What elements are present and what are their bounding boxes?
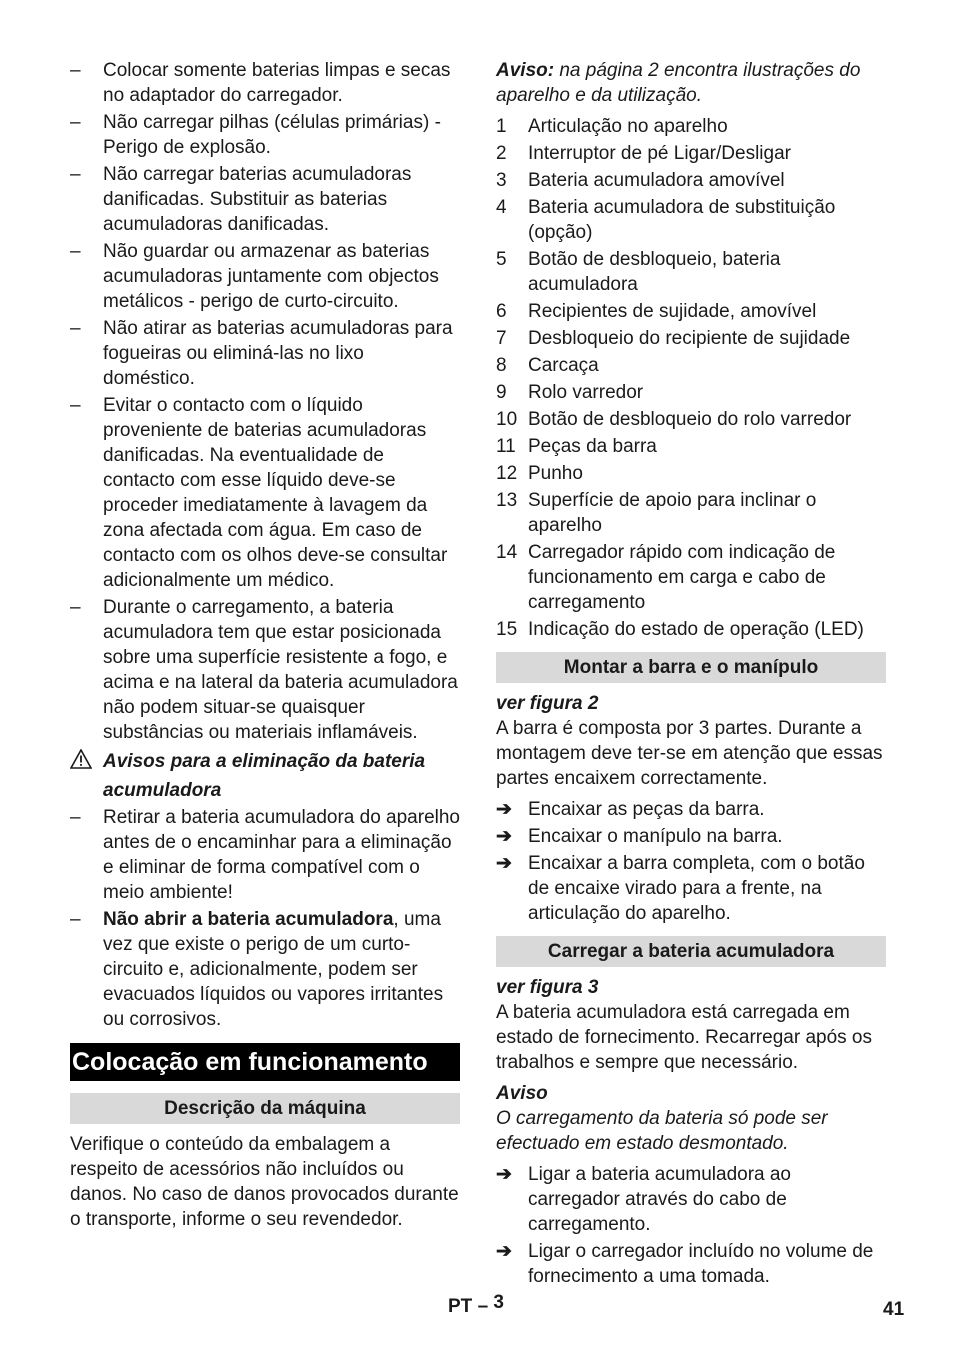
- list-item: – Não carregar pilhas (células primárias) - Perigo de explosão.: [70, 110, 460, 160]
- list-item: [496, 407, 886, 432]
- item-text: Bateria acumuladora de substituição (opção): [528, 197, 836, 243]
- item-number: 6: [496, 301, 507, 322]
- item-number: 10: [496, 409, 518, 430]
- arrow-right-icon: ➔: [496, 826, 512, 847]
- footer-section-label: PT – 3: [448, 1292, 504, 1317]
- list-item: [496, 434, 886, 459]
- list-item: [496, 353, 886, 378]
- warning-triangle-icon: [70, 749, 92, 769]
- item-text: Interruptor de pé Ligar/Desligar: [528, 143, 791, 164]
- item-number: 15: [496, 619, 518, 640]
- list-item: – Evitar o contacto com o líquido proveniente de baterias acumuladoras danificadas. Na eventualidade de contacto com esse líquido deve-se proceder imediatamente à lavagem da zona afectada com água. Em caso de contacto com os olhos deve-se consultar adicionalmente um médico.: [70, 393, 460, 593]
- step-text: Encaixar o manípulo na barra.: [528, 826, 783, 847]
- step-item: [496, 797, 886, 822]
- section-text: A bateria acumuladora está carregada em estado de fornecimento. Recarregar após os trabalhos e sempre que necessário.: [496, 1002, 872, 1073]
- parts-list: [496, 114, 886, 642]
- item-number: 13: [496, 490, 518, 511]
- step-text: Ligar a bateria acumuladora ao carregador através do cabo de carregamento.: [528, 1164, 792, 1235]
- step-item: [496, 824, 886, 849]
- note: Aviso: na página 2 encontra ilustrações do aparelho e da utilização.: [496, 60, 861, 106]
- item-number: 12: [496, 463, 518, 484]
- arrow-right-icon: ➔: [496, 799, 512, 820]
- item-text: Rolo varredor: [528, 382, 644, 403]
- warning-heading: Avisos para a eliminação da bateria acumuladora: [70, 747, 460, 805]
- item-text: Carcaça: [528, 355, 599, 376]
- note-text: O carregamento da bateria só pode ser efectuado em estado desmontado.: [496, 1108, 828, 1154]
- assembly-steps: [496, 797, 886, 926]
- item-text: Botão de desbloqueio do rolo varredor: [528, 409, 852, 430]
- list-item: – Durante o carregamento, a bateria acumuladora tem que estar posicionada sobre uma superfície resistente a fogo, e acima e na lateral da bateria acumuladora não podem situar-se quaisquer substâncias ou materiais inflamáveis.: [70, 595, 460, 745]
- section-text: A barra é composta por 3 partes. Durante a montagem deve ter-se em atenção que essas partes encaixem correctamente.: [496, 718, 883, 789]
- item-text: Articulação no aparelho: [528, 116, 728, 137]
- arrow-right-icon: ➔: [496, 1164, 512, 1185]
- list-item: – Não abrir a bateria acumuladora, uma vez que existe o perigo de um curto-circuito e, adicionalmente, podem ser evacuados líquidos ou vapores irritantes ou corrosivos.: [70, 907, 460, 1032]
- item-number: 2: [496, 143, 507, 164]
- list-item: – Colocar somente baterias limpas e secas no adaptador do carregador.: [70, 58, 460, 108]
- subsection-title: Descrição da máquina: [70, 1093, 460, 1124]
- list-item: [496, 326, 886, 351]
- step-item: [496, 1162, 886, 1237]
- list-item: – Não guardar ou armazenar as baterias acumuladoras juntamente com objectos metálicos - perigo de curto-circuito.: [70, 239, 460, 314]
- step-item: [496, 1239, 886, 1289]
- list-item: [496, 380, 886, 405]
- page-number: 41: [883, 1299, 905, 1320]
- item-number: 11: [496, 436, 516, 457]
- figure-ref: ver figura 2: [496, 693, 599, 714]
- item-number: 8: [496, 355, 507, 376]
- step-text: Encaixar as peças da barra.: [528, 799, 765, 820]
- item-number: 9: [496, 382, 507, 403]
- list-item: [496, 540, 886, 615]
- item-text: Desbloqueio do recipiente de sujidade: [528, 328, 851, 349]
- bold-text: Não abrir a bateria acumuladora: [103, 909, 394, 930]
- list-item: [496, 247, 886, 297]
- list-item: [496, 114, 886, 139]
- charging-steps: [496, 1162, 886, 1289]
- item-number: 4: [496, 197, 507, 218]
- section-title-charging: Carregar a bateria acumuladora: [496, 936, 886, 967]
- list-item: [496, 617, 886, 642]
- item-text: Punho: [528, 463, 583, 484]
- list-item: – Não atirar as baterias acumuladoras para fogueiras ou eliminá-las no lixo doméstico.: [70, 316, 460, 391]
- list-item: [496, 195, 886, 245]
- arrow-right-icon: ➔: [496, 1241, 512, 1262]
- item-text: Peças da barra: [528, 436, 657, 457]
- section-title-assembly: Montar a barra e o manípulo: [496, 652, 886, 683]
- item-text: Bateria acumuladora amovível: [528, 170, 785, 191]
- item-text: Botão de desbloqueio, bateria acumuladora: [528, 249, 781, 295]
- item-number: 1: [496, 116, 507, 137]
- item-text: Indicação do estado de operação (LED): [528, 619, 864, 640]
- list-item: [496, 488, 886, 538]
- right-column: [496, 58, 886, 1291]
- list-item: [496, 461, 886, 486]
- arrow-right-icon: ➔: [496, 853, 512, 874]
- step-item: [496, 851, 886, 926]
- figure-ref: ver figura 3: [496, 977, 599, 998]
- step-text: Encaixar a barra completa, com o botão de encaixe virado para a frente, na articulação do aparelho.: [528, 853, 865, 924]
- item-text: Recipientes de sujidade, amovível: [528, 301, 817, 322]
- list-item: – Retirar a bateria acumuladora do aparelho antes de o encaminhar para a eliminação e eliminar de forma compatível com o meio ambiente!: [70, 805, 460, 905]
- item-number: 3: [496, 170, 507, 191]
- item-text: Superfície de apoio para inclinar o aparelho: [528, 490, 817, 536]
- step-text: Ligar o carregador incluído no volume de fornecimento a uma tomada.: [528, 1241, 874, 1287]
- list-item: [496, 141, 886, 166]
- note-label: Aviso: [496, 1083, 548, 1104]
- left-column: [70, 58, 460, 1238]
- safety-list: [70, 58, 460, 745]
- list-item: [496, 168, 886, 193]
- section-title: Colocação em funcionamento: [70, 1043, 460, 1081]
- list-item: [496, 299, 886, 324]
- item-text: Carregador rápido com indicação de funcionamento em carga e cabo de carregamento: [528, 542, 836, 613]
- subsection-text: Verifique o conteúdo da embalagem a respeito de acessórios não incluídos ou danos. No caso de danos provocados durante o transporte, informe o seu revendedor.: [70, 1134, 459, 1230]
- item-number: 5: [496, 249, 507, 270]
- item-number: 14: [496, 542, 518, 563]
- list-item: – Não carregar baterias acumuladoras danificadas. Substituir as baterias acumuladoras danificadas.: [70, 162, 460, 237]
- item-number: 7: [496, 328, 507, 349]
